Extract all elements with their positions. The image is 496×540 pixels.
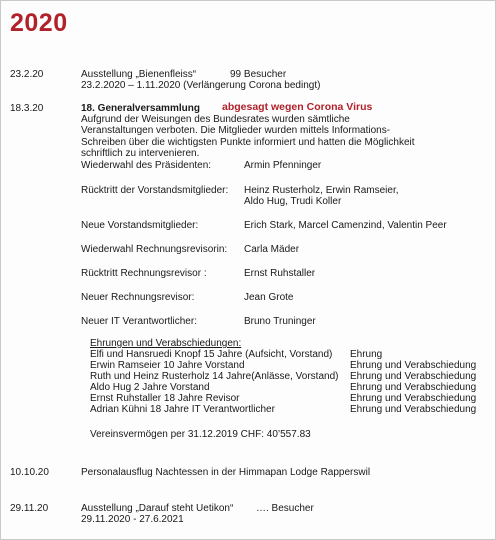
entry-period: 29.11.2020 - 27.6.2021: [81, 514, 184, 525]
row-label: Wiederwahl des Präsidenten:: [81, 160, 212, 171]
row-label: Neuer Rechnungsrevisor:: [81, 292, 195, 303]
row-value: Erich Stark, Marcel Camenzind, Valentin Peer: [244, 220, 447, 231]
entry-visitors: …. Besucher: [256, 503, 314, 514]
entry-date: 18.3.20: [10, 103, 44, 114]
year-heading: 2020: [10, 9, 68, 37]
row-label: Neue Vorstandsmitglieder:: [81, 220, 199, 231]
row-label: Neuer IT Verantwortlicher:: [81, 316, 197, 327]
row-label: Rücktritt der Vorstandsmitglieder:: [81, 185, 229, 196]
row-value: Jean Grote: [244, 292, 294, 303]
honor-text: Elfi und Hansruedi Knopf 15 Jahre (Aufsicht, Vorstand): [90, 349, 333, 360]
entry-title: Ausstellung „Darauf steht Uetikon“: [81, 503, 234, 514]
entry-title: 18. Generalversammlung: [81, 103, 200, 114]
entry-date: 10.10.20: [10, 467, 49, 478]
honor-type: Ehrung: [350, 349, 383, 360]
entry-text: Personalausflug Nachtessen in der Himmapan Lodge Rapperswil: [81, 467, 371, 478]
honor-type: Ehrung und Verabschiedung: [350, 393, 477, 404]
honor-type: Ehrung und Verabschiedung: [350, 360, 477, 371]
entry-status: abgesagt wegen Corona Virus: [222, 101, 373, 113]
row-value: Carla Mäder: [244, 244, 300, 255]
row-value: Heinz Rusterholz, Erwin Ramseier,: [244, 185, 399, 196]
entry-date: 23.2.20: [10, 69, 44, 80]
honor-type: Ehrung und Verabschiedung: [350, 404, 477, 415]
entry-period: 23.2.2020 – 1.11.2020 (Verlängerung Corona bedingt): [81, 80, 321, 91]
honor-text: Aldo Hug 2 Jahre Vorstand: [90, 382, 210, 393]
honor-text: Adrian Kühni 18 Jahre IT Verantwortlicher: [90, 404, 275, 415]
entry-date: 29.11.20: [10, 503, 49, 514]
row-value: Ernst Ruhstaller: [244, 268, 316, 279]
row-value: Aldo Hug, Trudi Koller: [244, 196, 342, 207]
assets-line: Vereinsvermögen per 31.12.2019 CHF: 40’557.83: [90, 429, 311, 440]
honor-type: Ehrung und Verabschiedung: [350, 382, 477, 393]
row-value: Bruno Truninger: [244, 316, 316, 327]
row-label: Rücktritt Rechnungsrevisor :: [81, 268, 207, 279]
entry-body: Aufgrund der Weisungen des Bundesrates wurden sämtliche Veranstaltungen verboten. Die Mitglieder wurden mittels Informations-Schreiben über die wichtigsten Punkte informiert und hatten die Möglichkeit schriftlich zu intervenieren.: [81, 114, 415, 159]
row-value: Armin Pfenninger: [244, 160, 322, 171]
row-label: Wiederwahl Rechnungsrevisorin:: [81, 244, 228, 255]
honor-text: Erwin Ramseier 10 Jahre Vorstand: [90, 360, 245, 371]
honor-text: Ruth und Heinz Rusterholz 14 Jahre(Anlässe, Vorstand): [90, 371, 339, 382]
honor-text: Ernst Ruhstaller 18 Jahre Revisor: [90, 393, 240, 404]
entry-title: Ausstellung „Bienenfleiss“: [81, 69, 197, 80]
entry-visitors: 99 Besucher: [230, 69, 287, 80]
honor-type: Ehrung und Verabschiedung: [350, 371, 477, 382]
honors-heading: Ehrungen und Verabschiedungen:: [90, 338, 242, 349]
